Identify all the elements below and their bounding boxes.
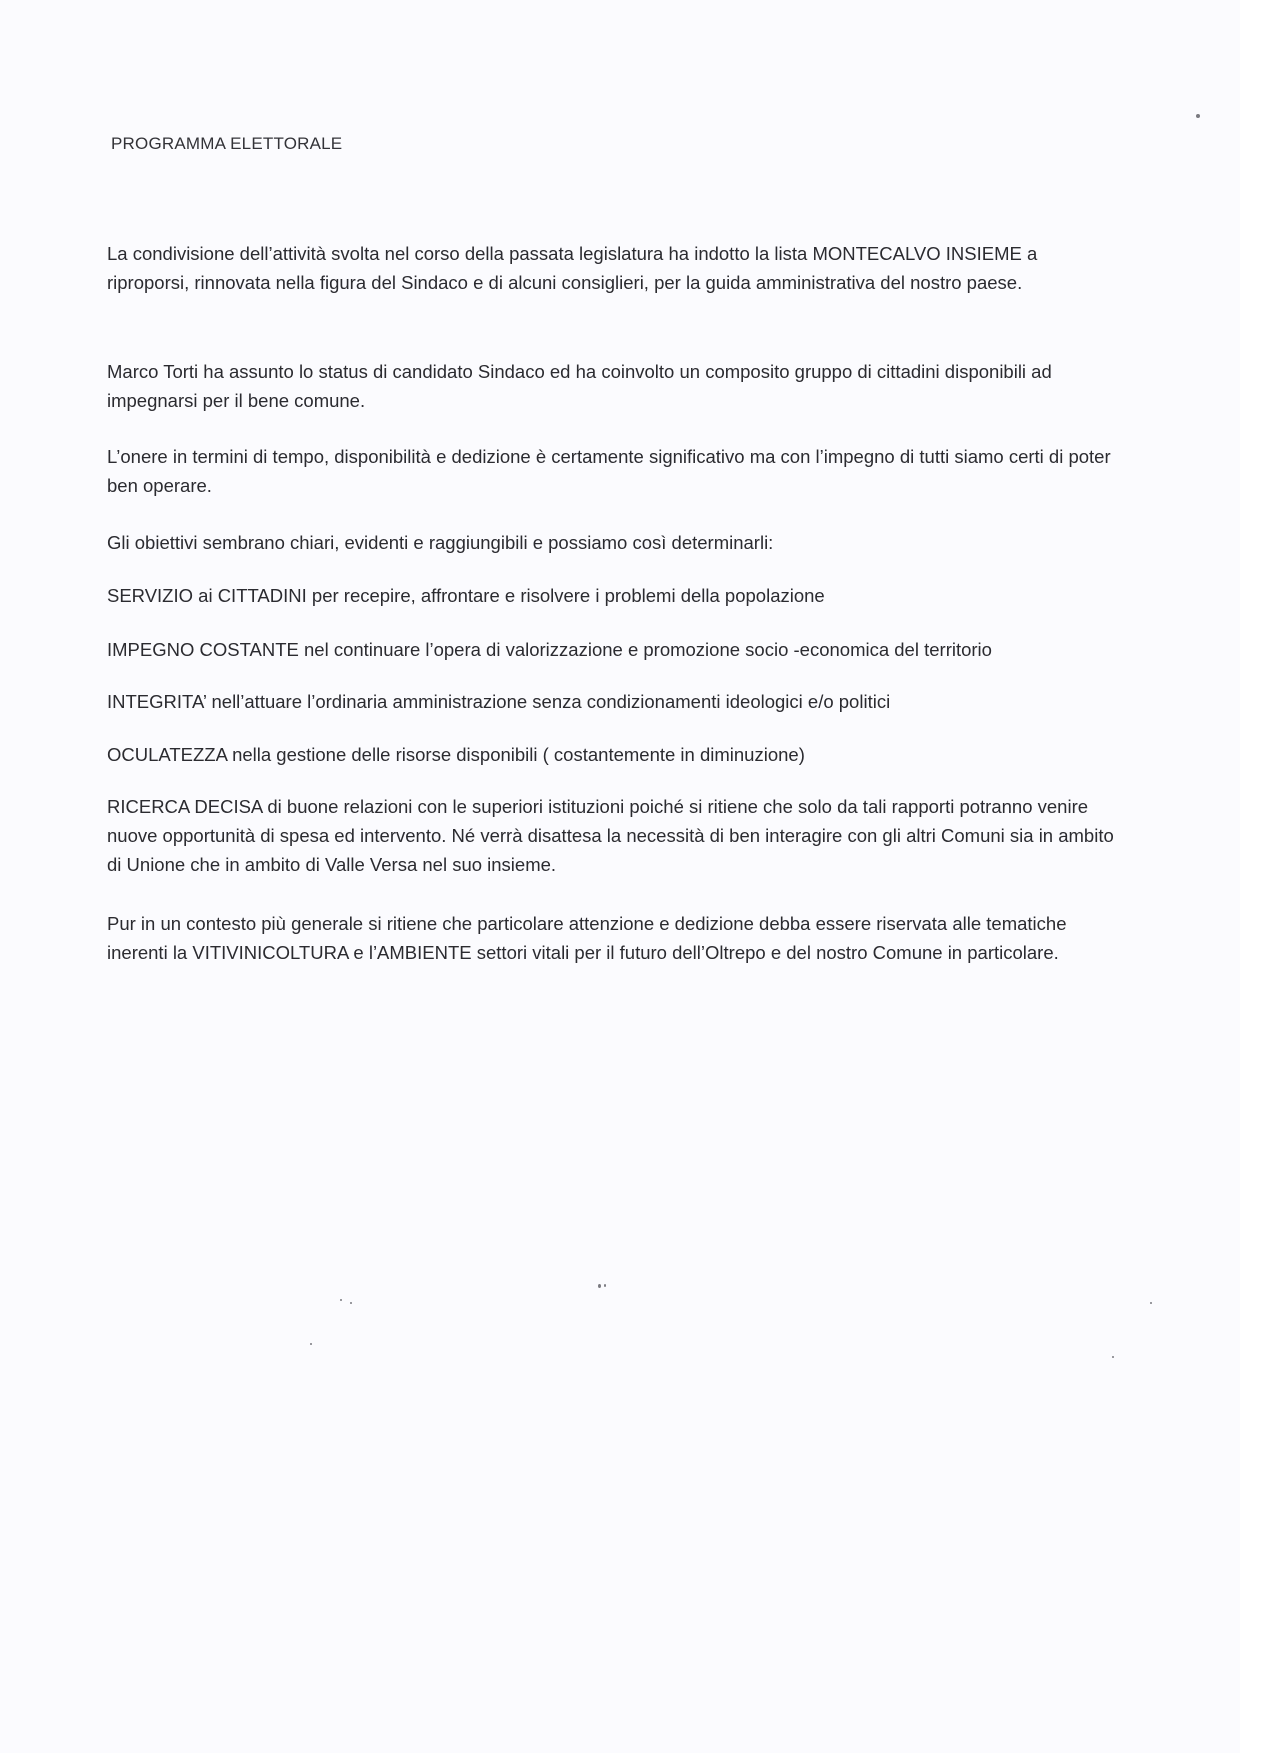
paragraph-oculatezza: OCULATEZZA nella gestione delle risorse disponibili ( costantemente in diminuzione) — [107, 744, 805, 765]
paragraph-intro: La condivisione dell’attività svolta nel corso della passata legislatura ha indotto la lista MONTECALVO INSIEME a riproporsi, rinnovata nella figura del Sindaco e di alcuni consiglieri, per la guida amministrativa del nostro paese. — [107, 243, 1038, 293]
scan-speck — [604, 1284, 606, 1287]
paragraph-ricerca: RICERCA DECISA di buone relazioni con le superiori istituzioni poiché si ritiene che solo da tali rapporti potranno venire nuove opportunità di spesa ed intervento. Né verrà disattesa la necessità di ben interagire con gli altri Comuni sia in ambito di Unione che in ambito di Valle Versa nel suo insieme. — [107, 796, 1114, 875]
paragraph-conclusion: Pur in un contesto più generale si ritiene che particolare attenzione e dedizione debba essere riservata alle tematiche inerenti la VITIVINICOLTURA e l’AMBIENTE settori vitali per il futuro dell’Oltrepo e del nostro Comune in particolare. — [107, 913, 1067, 963]
scan-speck — [340, 1299, 342, 1301]
paragraph-candidate: Marco Torti ha assunto lo status di candidato Sindaco ed ha coinvolto un composito gruppo di cittadini disponibili ad impegnarsi per il bene comune. — [107, 361, 1052, 411]
scan-speck — [310, 1343, 312, 1345]
scan-speck — [598, 1284, 601, 1288]
scan-margin — [1240, 0, 1275, 1753]
paragraph-integrita: INTEGRITA’ nell’attuare l’ordinaria amministrazione senza condizionamenti ideologici e/o politici — [107, 691, 891, 712]
scan-speck — [350, 1302, 352, 1304]
paragraph-impegno: IMPEGNO COSTANTE nel continuare l’opera di valorizzazione e promozione socio -economica del territorio — [107, 639, 992, 660]
paragraph-objectives: Gli obiettivi sembrano chiari, evidenti e raggiungibili e possiamo così determinarli: — [107, 532, 774, 553]
scan-speck — [1112, 1356, 1114, 1358]
document-title: PROGRAMMA ELETTORALE — [111, 134, 343, 153]
scan-speck — [1196, 114, 1200, 118]
paragraph-servizio: SERVIZIO ai CITTADINI per recepire, affrontare e risolvere i problemi della popolazione — [107, 585, 825, 606]
scan-speck — [1150, 1302, 1152, 1304]
paragraph-commitment: L’onere in termini di tempo, disponibilità e dedizione è certamente significativo ma con l’impegno di tutti siamo certi di poter ben operare. — [107, 446, 1111, 496]
